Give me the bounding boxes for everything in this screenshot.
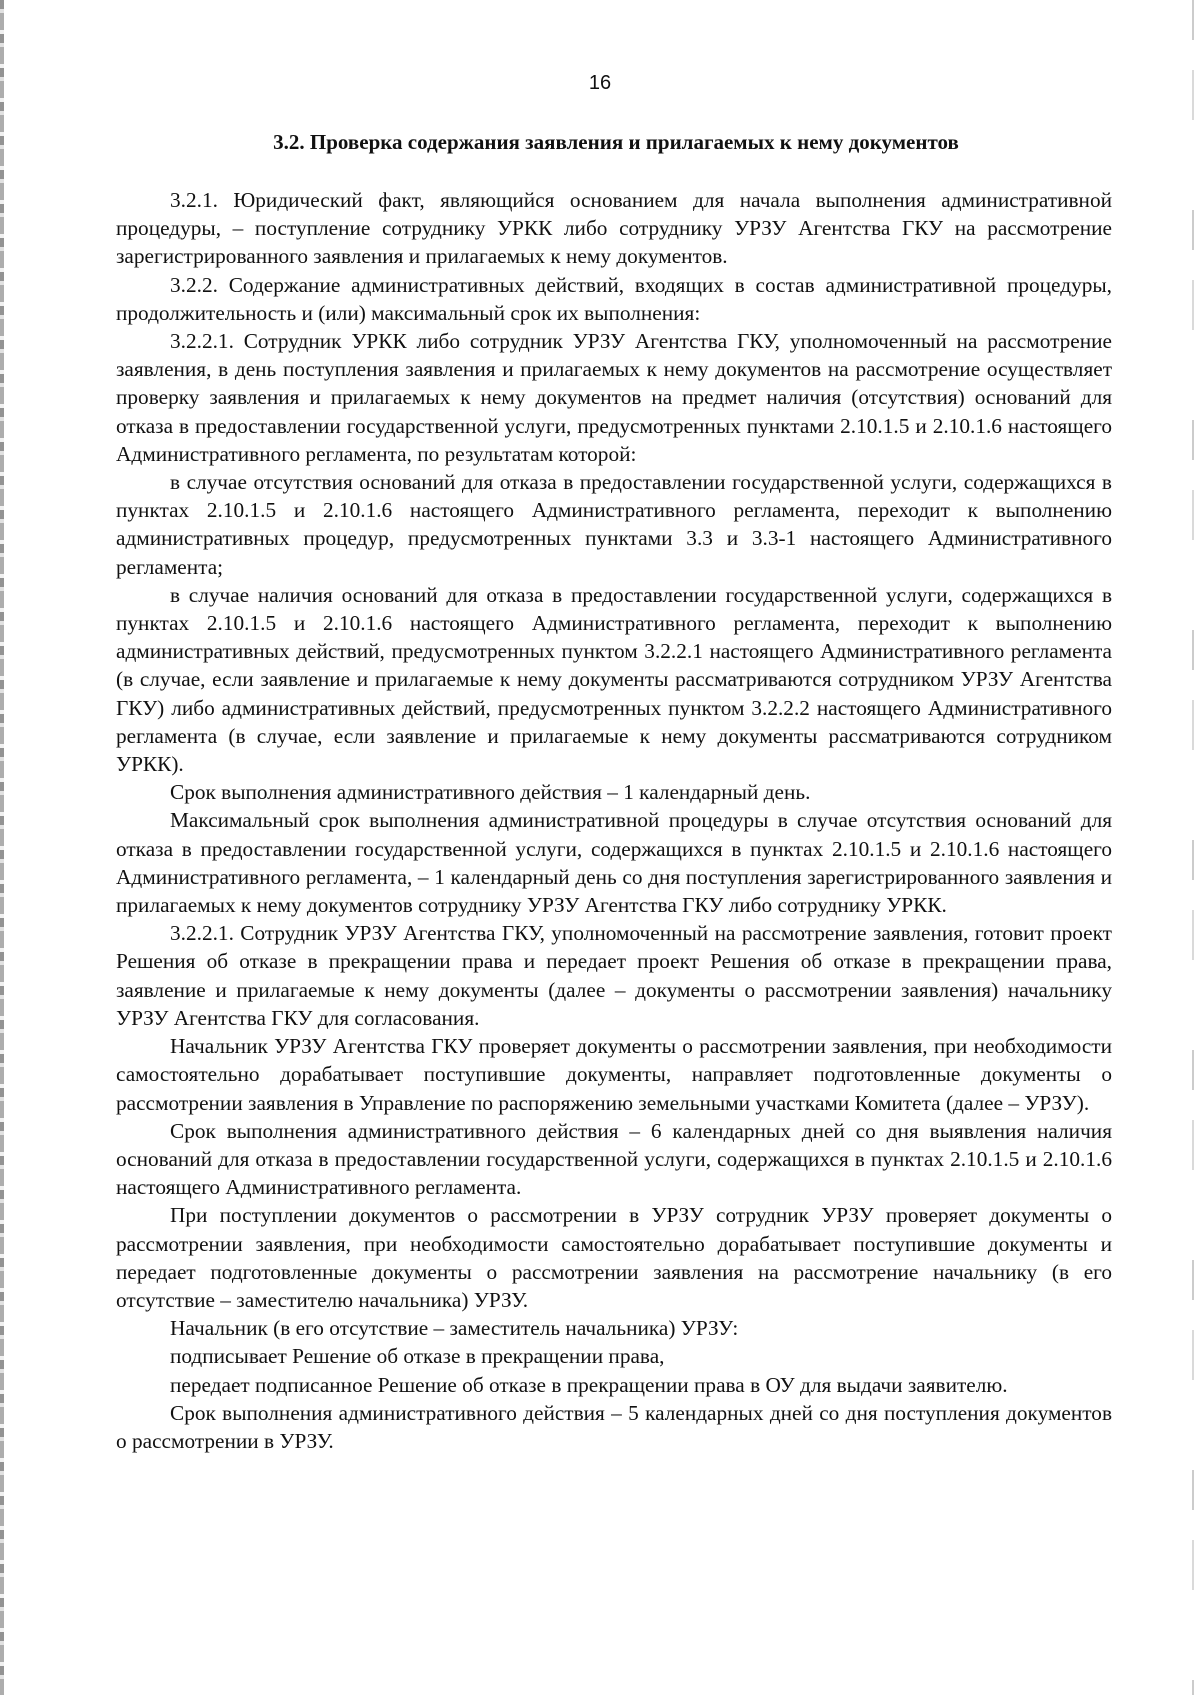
paragraph-transfers-decision: передает подписанное Решение об отказе в прекращении права в ОУ для выдачи заявителю. [170,1372,1008,1397]
paragraph-head-review: Начальник УРЗУ Агентства ГКУ проверяет документы о рассмотрении заявления, при необходимости самостоятельно дорабатывает поступившие документы, направляет подготовленные документы о рассмотрении заявления в Управление по распоряжению земельными участками Комитета (далее – УРЗУ). [116,1034,1112,1115]
section-heading: 3.2. Проверка содержания заявления и прилагаемых к нему документов [273,130,959,154]
scan-edge-right [1192,0,1194,1695]
paragraph-signs-decision: подписывает Решение об отказе в прекращении права, [170,1344,665,1369]
paragraph-3-2-2: 3.2.2. Содержание административных действий, входящих в состав административной процедуры, продолжительность и (или) максимальный срок их выполнения: [116,272,1112,325]
paragraph-max-term: Максимальный срок выполнения административной процедуры в случае отсутствия оснований для отказа в предоставлении государственной услуги, содержащихся в пунктах 2.10.1.5 и 2.10.1.6 настоящего Административного регламента, – 1 календарный день со дня поступления зарегистрированного заявления и прилагаемых к нему документов сотруднику УРЗУ Агентства ГКУ либо сотруднику УРКК. [116,808,1112,918]
paragraph-urzu-receipt: При поступлении документов о рассмотрении в УРЗУ сотрудник УРЗУ проверяет документы о рассмотрении заявления, при необходимости самостоятельно дорабатывает поступившие документы и передает подготовленные документы о рассмотрении заявления на рассмотрение начальнику (в его отсутствие – заместителю начальника) УРЗУ. [116,1203,1112,1312]
paragraph-head-actions: Начальник (в его отсутствие – заместитель начальника) УРЗУ: [170,1316,739,1341]
paragraph-3-2-1: 3.2.1. Юридический факт, являющийся основанием для начала выполнения административной процедуры, – поступление сотруднику УРКК либо сотруднику УРЗУ Агентства ГКУ на рассмотрение зарегистрированного заявления и прилагаемых к нему документов. [116,188,1112,269]
paragraph-term-6-days: Срок выполнения административного действия – 6 календарных дней со дня выявления наличия оснований для отказа в предоставлении государственной услуги, содержащихся в пунктах 2.10.1.5 и 2.10.1.6 настоящего Административного регламента. [116,1118,1112,1200]
document-body [116,186,1112,1455]
paragraph-term-5-days: Срок выполнения административного действия – 5 календарных дней со дня поступления документов о рассмотрении в УРЗУ. [116,1400,1112,1453]
page-number: 16 [588,72,612,94]
paragraph-presence-case: в случае наличия оснований для отказа в предоставлении государственной услуги, содержащихся в пунктах 2.10.1.5 и 2.10.1.6 настоящего Административного регламента, переходит к выполнению административных действий, предусмотренных пунктом 3.2.2.1 настоящего Административного регламента (в случае, если заявление и прилагаемые к нему документы рассматриваются сотрудником УРЗУ Агентства ГКУ) либо административных действий, предусмотренных пунктом 3.2.2.2 настоящего Административного регламента (в случае, если заявление и прилагаемые к нему документы рассматриваются сотрудником УРКК). [116,582,1112,777]
paragraph-3-2-2-1: 3.2.2.1. Сотрудник УРКК либо сотрудник УРЗУ Агентства ГКУ, уполномоченный на рассмотрение заявления, в день поступления заявления и прилагаемых к нему документов на рассмотрение осуществляет проверку заявления и прилагаемых к нему документов на предмет наличия (отсутствия) оснований для отказа в предоставлении государственной услуги, предусмотренных пунктами 2.10.1.5 и 2.10.1.6 настоящего Административного регламента, по результатам которой: [116,329,1112,466]
paragraph-3-2-2-1-urzu: 3.2.2.1. Сотрудник УРЗУ Агентства ГКУ, уполномоченный на рассмотрение заявления, готовит проект Решения об отказе в прекращении права и передает проект Решения об отказе в прекращении права, заявление и прилагаемые к нему документы (далее – документы о рассмотрении заявления) начальнику УРЗУ Агентства ГКУ для согласования. [116,921,1112,1030]
paragraph-absence-case: в случае отсутствия оснований для отказа в предоставлении государственной услуги, содержащихся в пунктах 2.10.1.5 и 2.10.1.6 настоящего Административного регламента, переходит к выполнению административных процедур, предусмотренных пунктами 3.3 и 3.3-1 настоящего Административного регламента; [116,470,1112,579]
paragraph-term-1-day: Срок выполнения административного действия – 1 календарный день. [170,780,811,805]
scan-edge-left [0,0,4,1695]
